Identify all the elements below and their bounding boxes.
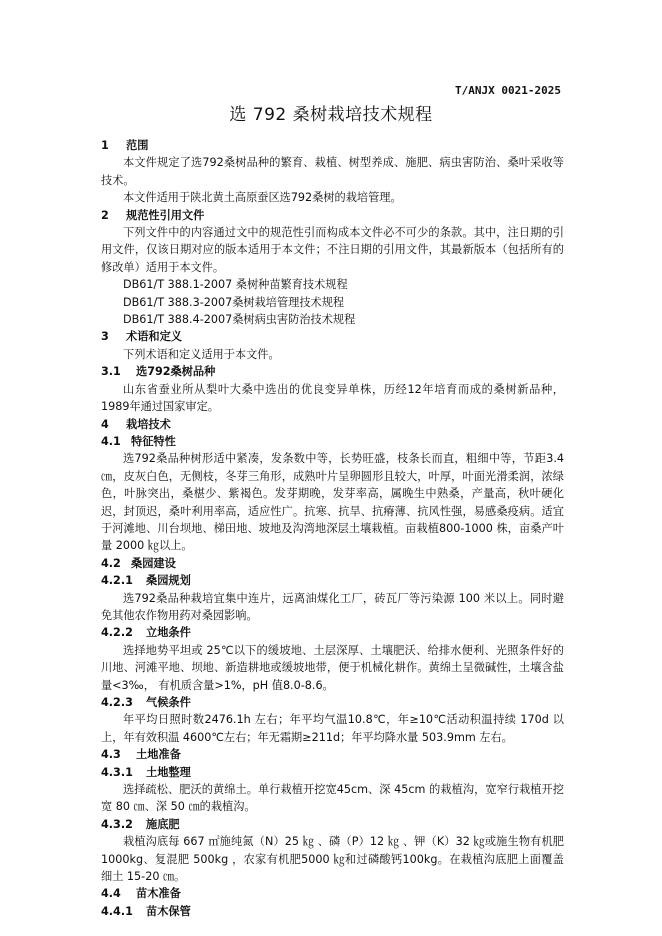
section-title: 选792桑树品种 (136, 365, 216, 379)
section-heading (101, 572, 564, 589)
section-number: 4 (101, 417, 109, 431)
section-number: 1 (101, 139, 109, 152)
paragraph: 选792桑品种树形适中紧凑，发条数中等，长势旺盛，枝条长而直，粗细中等，节距3.4㎝，皮灰白色，无侧枝，冬芽三角形，成熟叶片呈卵圆形且较大，叶厚，叶面光滑柔润，浓绿色，叶脉突出，桑椹少、紫褐色。发芽期晚，发芽率高，属晚生中熟桑，产量高，秋叶硬化迟，封顶迟，桑叶利用率高，适应性广。抗寒、抗旱、抗瘠薄、抗风性强，易感桑疫病。适宜于河滩地、川台坝地、梯田地、坡地及沟湾地深层土壤栽植。亩栽植800-1000 株，亩桑产叶量 2000 ㎏以上。 (101, 452, 564, 553)
paragraph: 山东省蚕业所从梨叶大桑中选出的优良变异单株，历经12年培育而成的桑树新品种，1989年通过国家审定。 (101, 382, 564, 414)
paragraph: 栽植沟底每 667 ㎡施纯氮（N）25 ㎏ 、磷（P）12 ㎏ 、钾（K）32 ㎏或施生物有机肥 1000kg、复混肥 500kg ，农家有机肥5000 ㎏和过磷酸钙100kg。在栽植沟底肥上面覆盖细土 15-20 ㎝。 (101, 835, 564, 884)
section-heading (101, 416, 564, 433)
section-number: 4.1 (101, 434, 121, 448)
paragraph: 本文件适用于陕北黄土高原蚕区选792桑树的栽培管理。 (123, 191, 402, 205)
section-number: 4.4 (101, 887, 121, 901)
section-heading (101, 816, 564, 833)
section-heading (101, 903, 564, 920)
document-title: 选 792 桑树栽培技术规程 (229, 105, 433, 125)
section-title: 术语和定义 (126, 330, 182, 344)
section-number: 4.2 (101, 556, 121, 570)
paragraph: 本文件规定了选792桑树品种的繁育、栽植、树型养成、施肥、病虫害防治、桑叶采收等技术。 (101, 156, 564, 187)
section-heading (101, 764, 564, 781)
section-number: 3 (101, 330, 109, 344)
section-heading (101, 555, 564, 572)
section-number: 4.3.1 (101, 765, 133, 779)
section-title: 苗木保管 (146, 904, 191, 918)
section-heading (101, 207, 564, 224)
section-title: 规范性引用文件 (126, 208, 205, 222)
section-heading (101, 885, 564, 902)
section-number: 4.2.3 (101, 696, 133, 709)
paragraph: 选792桑品种栽培宜集中连片，远离油煤化工厂，砖瓦厂等污染源 100 米以上。同时避免其他农作物用药对桑园影响。 (101, 591, 564, 622)
normative-reference: DB61/T 388.1-2007 桑树种苗繁育技术规程 (123, 278, 348, 292)
paragraph: 下列文件中的内容通过文中的规范性引而构成本文件必不可少的条款。其中，注日期的引用文件，仅该日期对应的版本适用于本文件；不注日期的引用文件，其最新版本（包括所有的修改单）适用于本文件。 (101, 226, 564, 274)
section-heading (101, 433, 564, 450)
section-title: 栽培技术 (126, 417, 171, 431)
normative-reference: DB61/T 388.4-2007桑树病虫害防治技术规程 (123, 313, 356, 327)
standard-number: T/ANJX 0021-2025 (455, 84, 561, 97)
normative-reference: DB61/T 388.3-2007桑树栽培管理技术规程 (123, 295, 345, 309)
section-heading (101, 328, 564, 345)
section-number: 4.4.1 (101, 904, 133, 918)
section-title: 立地条件 (146, 626, 191, 640)
paragraph: 下列术语和定义适用于本文件。 (123, 347, 280, 361)
section-heading (101, 746, 564, 763)
section-number: 3.1 (101, 365, 121, 379)
section-number: 4.3.2 (101, 817, 133, 831)
section-heading (101, 624, 564, 641)
section-title: 气候条件 (146, 696, 191, 709)
section-heading (101, 694, 564, 711)
paragraph: 选择疏松、肥沃的黄绵土。单行栽植开挖宽45cm、深 45cm 的栽植沟，宽窄行栽植开挖宽 80 ㎝、深 50 ㎝的栽植沟。 (101, 783, 564, 814)
section-title: 土地准备 (136, 748, 181, 762)
section-heading (101, 363, 564, 380)
section-title: 桑园规划 (146, 574, 191, 588)
paragraph: 选择地势平坦或 25℃以下的缓坡地、土层深厚、土壤肥沃、给排水便利、光照条件好的川地、河滩平地、坝地、新造耕地或缓坡地带，便于机械化耕作。黄绵土呈微碱性，土壤含盐量<3‰， 有机质含量>1%，pH 值8.0-8.6。 (101, 643, 564, 692)
section-title: 特征特性 (131, 434, 176, 448)
section-title: 土地整理 (146, 765, 191, 779)
section-title: 施底肥 (146, 817, 180, 831)
section-number: 4.2.2 (101, 626, 133, 640)
section-title: 苗木准备 (136, 887, 181, 901)
document-body (101, 137, 564, 920)
section-number: 4.3 (101, 748, 121, 762)
paragraph: 年平均日照时数2476.1h 左右；年平均气温10.8℃，年≥10℃活动积温持续 170d 以上，年有效积温 4600℃左右；年无霜期≥211d；年平均降水量 503.9mm 左右。 (101, 713, 564, 744)
section-number: 4.2.1 (101, 574, 133, 588)
section-heading (101, 137, 564, 154)
section-number: 2 (101, 208, 109, 222)
section-title: 范围 (126, 139, 149, 152)
section-title: 桑园建设 (131, 556, 176, 570)
